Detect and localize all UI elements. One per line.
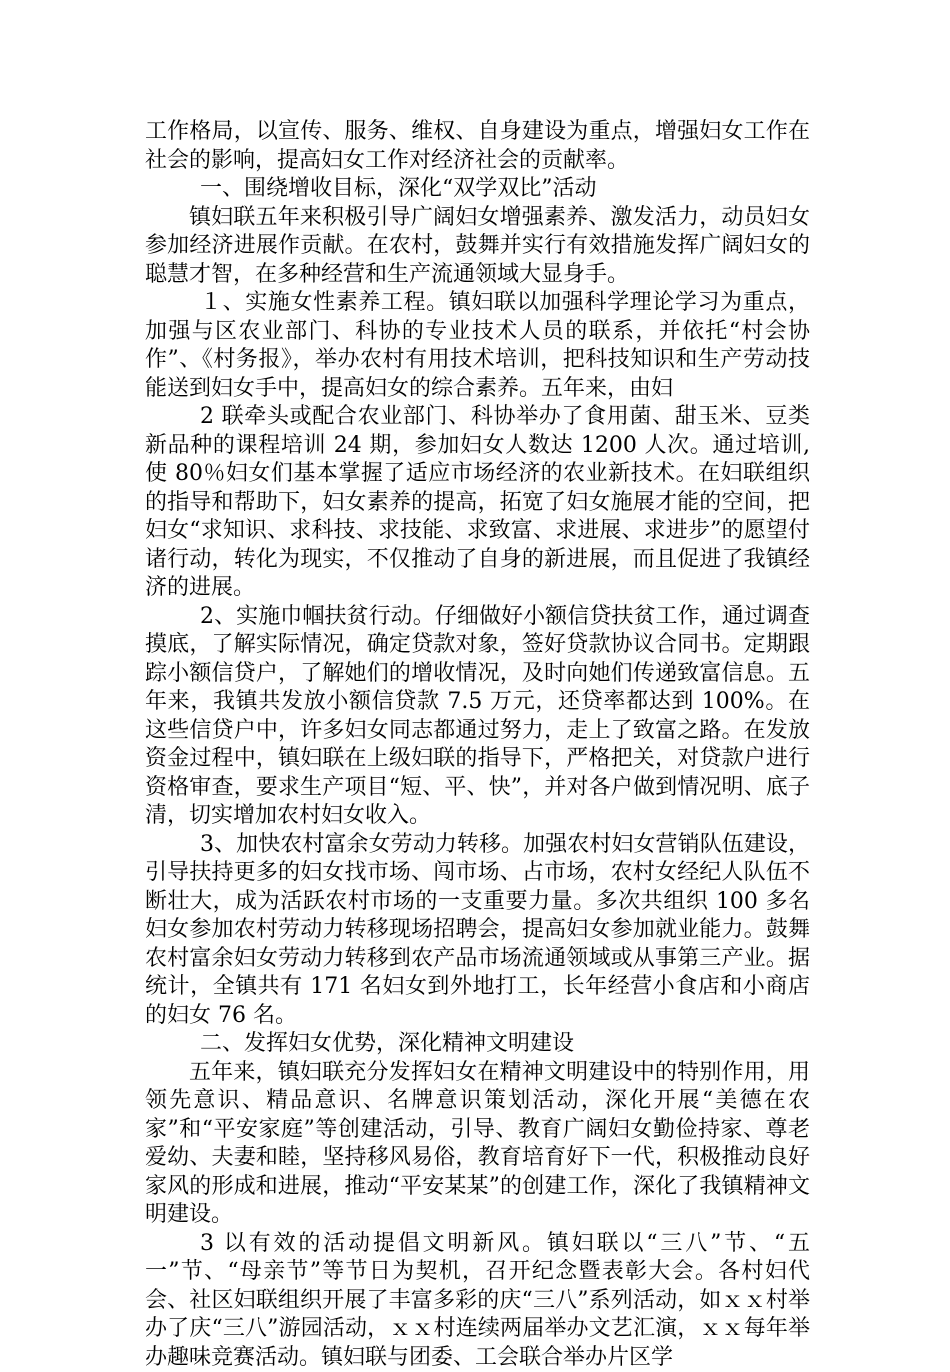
paragraph-intro: 镇妇联五年来积极引导广阔妇女增强素养、激发活力，动员妇女参加经济进展作贡献。在农村，鼓舞并实行有效措施发挥广阔妇女的聪慧才智，在多种经营和生产流通领域大显身手。 bbox=[145, 204, 810, 290]
paragraph-item-1-continued: 2 联牵头或配合农业部门、科协举办了食用菌、甜玉米、豆类新品种的课程培训 24 期，参加妇女人数达 1200 人次。通过培训,使 80％妇女们基本掌握了适应市场经济的农业新技术。在妇联组织的指导和帮助下，妇女素养的提高，拓宽了妇女施展才能的空间，把妇女“求知识、求科技、求技能、求致富、求进展、求进步”的愿望付诸行动，转化为现实，不仅推动了自身的新进展，而且促进了我镇经济的进展。 bbox=[145, 403, 810, 603]
paragraph-item-2: 2、实施巾帼扶贫行动。仔细做好小额信贷扶贫工作，通过调查摸底，了解实际情况，确定贷款对象，签好贷款协议合同书。定期跟踪小额信贷户，了解她们的增收情况，及时向她们传递致富信息。五年来，我镇共发放小额信贷款 7.5 万元，还贷率都达到 100%。在这些信贷户中，许多妇女同志都通过努力，走上了致富之路。在发放资金过程中，镇妇联在上级妇联的指导下，严格把关，对贷款户进行资格审查，要求生产项目“短、平、快”，并对各户做到情况明、底子清，切实增加农村妇女收入。 bbox=[145, 603, 810, 831]
section-heading-2: 二、发挥妇女优势，深化精神文明建设 bbox=[145, 1030, 810, 1059]
section-heading-1: 一、围绕增收目标，深化“双学双比”活动 bbox=[145, 175, 810, 204]
paragraph-continuation: 工作格局，以宣传、服务、维权、自身建设为重点，增强妇女工作在社会的影响，提高妇女工作对经济社会的贡献率。 bbox=[145, 118, 810, 175]
document-body bbox=[145, 118, 810, 1372]
paragraph-item-1: １、实施女性素养工程。镇妇联以加强科学理论学习为重点，加强与区农业部门、科协的专业技术人员的联系，并依托“村会协作”、《村务报》，举办农村有用技术培训，把科技知识和生产劳动技能送到妇女手中，提高妇女的综合素养。五年来，由妇 bbox=[145, 289, 810, 403]
paragraph-item-section-2: 3 以有效的活动提倡文明新风。镇妇联以“三八”节、“五一”节、“母亲节”等节日为契机，召开纪念暨表彰大会。各村妇代会、社区妇联组织开展了丰富多彩的庆“三八”系列活动，如ｘｘ村举办了庆“三八”游园活动，ｘｘ村连续两届举办文艺汇演，ｘｘ每年举办趣味竞赛活动。镇妇联与团委、工会联合举办片区学 bbox=[145, 1230, 810, 1372]
paragraph-section-2-intro: 五年来，镇妇联充分发挥妇女在精神文明建设中的特别作用，用领先意识、精品意识、名牌意识策划活动，深化开展“美德在农家”和“平安家庭”等创建活动，引导、教育广阔妇女勤俭持家、尊老爱幼、夫妻和睦，坚持移风易俗，教育培育好下一代，积极推动良好家风的形成和进展，推动“平安某某”的创建工作，深化了我镇精神文明建设。 bbox=[145, 1059, 810, 1230]
paragraph-item-3: 3、加快农村富余女劳动力转移。加强农村妇女营销队伍建设，引导扶持更多的妇女找市场、闯市场、占市场，农村女经纪人队伍不断壮大，成为活跃农村市场的一支重要力量。多次共组织 100 多名妇女参加农村劳动力转移现场招聘会，提高妇女参加就业能力。鼓舞农村富余妇女劳动力转移到农产品市场流通领域或从事第三产业。据统计，全镇共有 171 名妇女到外地打工，长年经营小食店和小商店的妇女 76 名。 bbox=[145, 831, 810, 1031]
